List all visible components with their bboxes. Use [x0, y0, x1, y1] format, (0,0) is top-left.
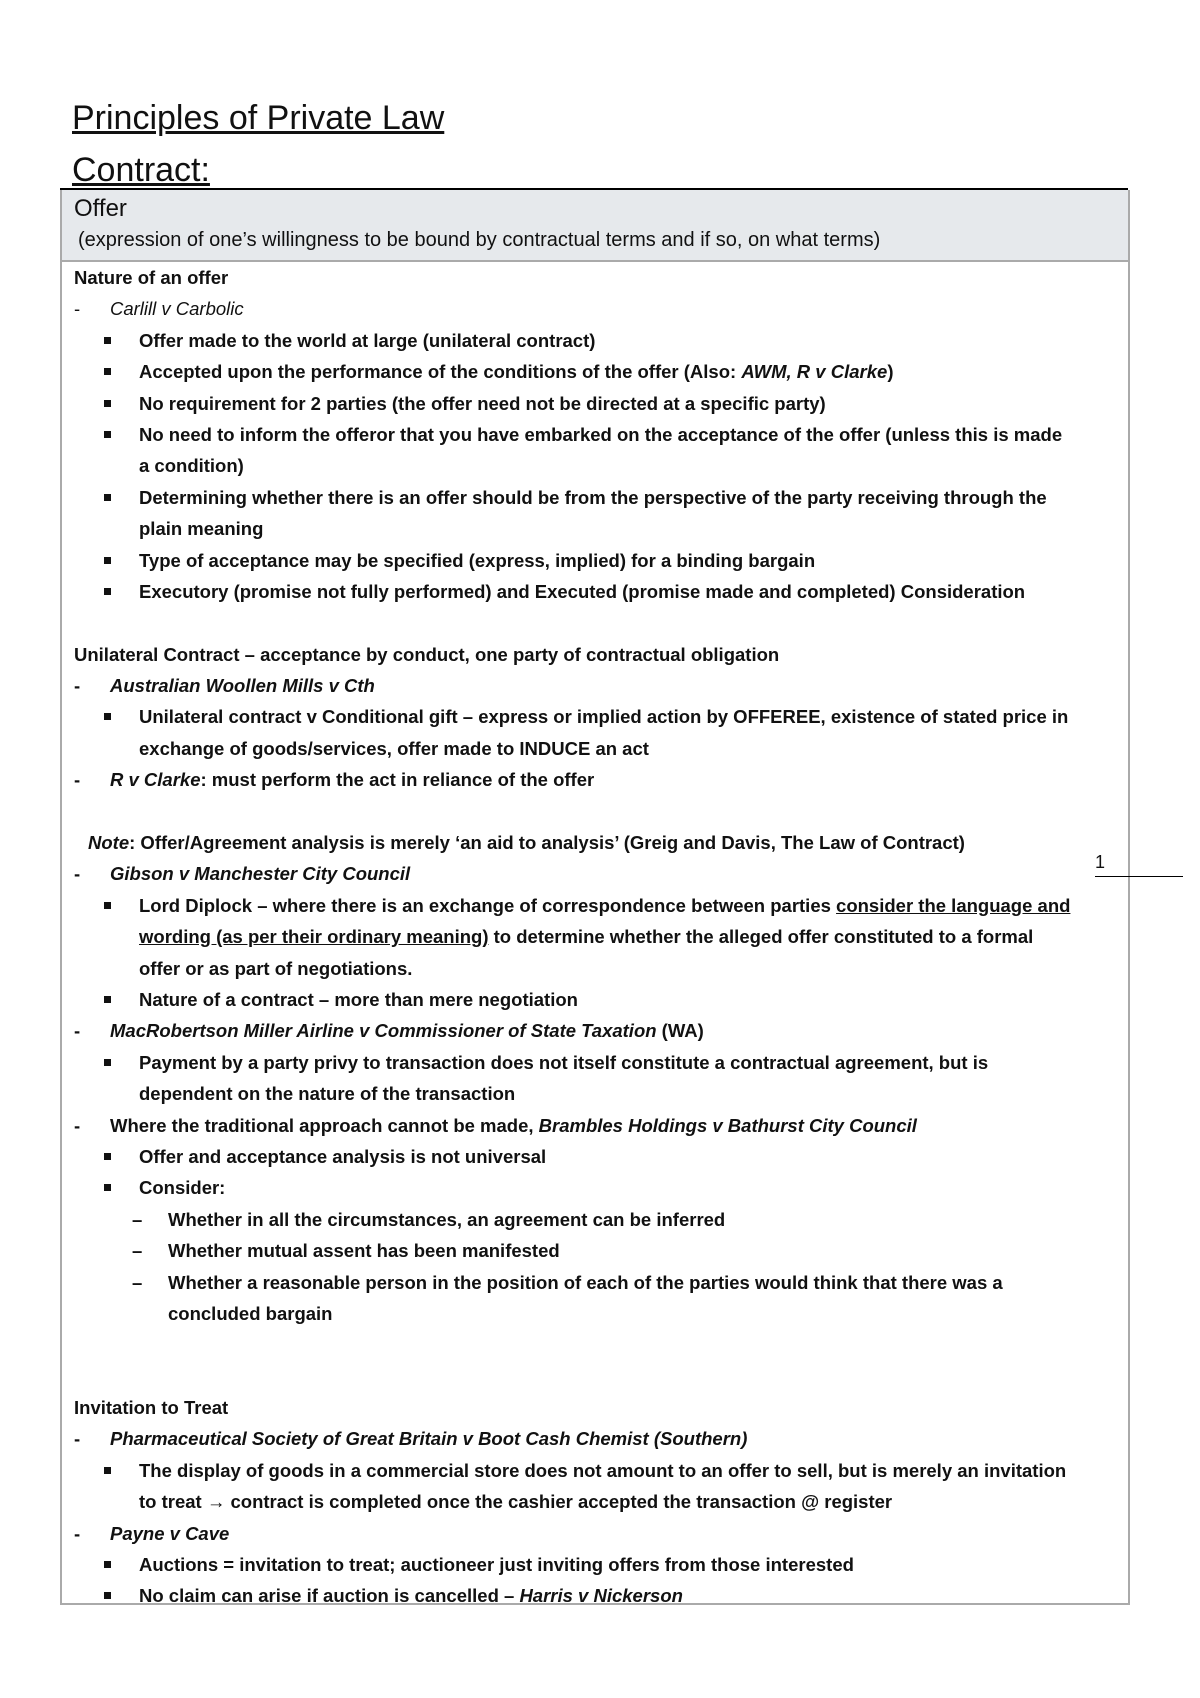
bullet-continuation: [74, 921, 1116, 952]
case-item: [74, 1110, 1116, 1141]
bullet-item: [74, 1580, 1116, 1611]
bullet-item: [74, 576, 1116, 607]
bullet-icon: [104, 557, 111, 564]
bullet-item: [74, 1172, 1116, 1203]
bullet-text: Determining whether there is an offer should be from the perspective of the party receiving through the: [139, 486, 1047, 508]
case-text: (WA): [656, 1020, 704, 1042]
bullet-text: Type of acceptance may be specified (express, implied) for a binding bargain: [139, 549, 816, 571]
bullet-icon: [104, 588, 111, 595]
endash-glyph: –: [132, 1208, 143, 1230]
dash-glyph: -: [74, 1522, 81, 1544]
case-name: Carlill v Carbolic: [110, 298, 244, 320]
bullet-icon: [104, 494, 111, 501]
bullet-continuation: offer or as part of negotiations.: [139, 957, 413, 979]
bullet-icon: [104, 996, 111, 1003]
spacer: [74, 1329, 1116, 1360]
bullet-text: The display of goods in a commercial store does not amount to an offer to sell, but is merely an invitation: [139, 1459, 1067, 1481]
bullet-item: [74, 1047, 1116, 1078]
case-item: [74, 858, 1116, 889]
case-name: Pharmaceutical Society of Great Britain v Boot Cash Chemist (Southern): [110, 1428, 748, 1450]
dash-glyph: -: [74, 675, 81, 697]
case-text: Where the traditional approach cannot be made,: [110, 1114, 539, 1136]
table-body: [62, 262, 1128, 1612]
dash-glyph: -: [74, 298, 81, 320]
bullet-icon: [104, 1467, 111, 1474]
bullet-icon: [104, 1059, 111, 1066]
underlined-text: consider the language and: [836, 894, 1071, 916]
case-name: Payne v Cave: [110, 1522, 230, 1544]
case-name: Gibson v Manchester City Council: [110, 863, 411, 885]
case-item: [74, 670, 1116, 701]
spacer: [74, 607, 1116, 638]
bullet-icon: [104, 1592, 111, 1599]
bullet-text: Nature of a contract – more than mere negotiation: [139, 988, 578, 1010]
case-name: Australian Woollen Mills v Cth: [110, 675, 375, 697]
page-number: 1: [1095, 852, 1106, 872]
bullet-item: [74, 984, 1116, 1015]
note-line: [74, 827, 1116, 858]
bullet-item: [74, 1549, 1116, 1580]
sub-bullet-text: Whether a reasonable person in the position of each of the parties would think that there was a: [168, 1271, 1003, 1293]
dash-glyph: -: [74, 769, 81, 791]
bullet-icon: [104, 1153, 111, 1160]
case-name: MacRobertson Miller Airline v Commissioner of State Taxation: [110, 1020, 657, 1042]
case-name: AWM, R v Clarke: [741, 361, 888, 383]
case-name: Brambles Holdings v Bathurst City Council: [538, 1114, 917, 1136]
bullet-icon: [104, 902, 111, 909]
document-title: Principles of Private Law: [72, 99, 445, 137]
spacer: [74, 1361, 1116, 1392]
bullet-text: Auctions = invitation to treat; auctioneer just inviting offers from those interested: [139, 1554, 854, 1576]
note-label: Note: [88, 832, 130, 854]
case-name: Harris v Nickerson: [519, 1585, 683, 1607]
bullet-icon: [104, 337, 111, 344]
itt-heading: Invitation to Treat: [74, 1397, 229, 1419]
endash-glyph: –: [132, 1240, 143, 1262]
section-heading: Offer: [74, 195, 127, 222]
document-subtitle: Contract:: [72, 151, 210, 189]
bullet-item: [74, 388, 1116, 419]
bullet-item: [74, 325, 1116, 356]
bullet-icon: [104, 368, 111, 375]
bullet-continuation: exchange of goods/services, offer made to INDUCE an act: [139, 737, 649, 759]
spacer: [74, 796, 1116, 827]
arrow-right-icon: →: [206, 1491, 226, 1513]
note-text: : Offer/Agreement analysis is merely ‘an aid to analysis’ (Greig and Davis, The Law of Contract): [129, 832, 965, 854]
bullet-continuation: dependent on the nature of the transaction: [139, 1083, 516, 1105]
dash-glyph: -: [74, 1114, 81, 1136]
unilateral-heading: Unilateral Contract – acceptance by conduct, one party of contractual obligation: [74, 643, 780, 665]
bullet-text: No need to inform the offeror that you have embarked on the acceptance of the offer (unless this is made: [139, 423, 1063, 445]
sub-bullet-continuation: concluded bargain: [168, 1302, 333, 1324]
bullet-text: Offer and acceptance analysis is not universal: [139, 1145, 547, 1167]
bullet-continuation: [74, 1486, 1116, 1517]
offer-table: [60, 190, 1130, 1605]
page-number-rule: [1095, 876, 1183, 877]
case-text: : must perform the act in reliance of the offer: [200, 769, 595, 791]
dash-glyph: -: [74, 1020, 81, 1042]
case-item: [74, 764, 1116, 795]
dash-glyph: -: [74, 1428, 81, 1450]
sub-bullet-item: [74, 1204, 1116, 1235]
bullet-icon: [104, 431, 111, 438]
bullet-icon: [104, 400, 111, 407]
bullet-item: [74, 701, 1116, 732]
bullet-item: [74, 1455, 1116, 1486]
case-item: [74, 293, 1116, 324]
bullet-text: Consider:: [139, 1177, 226, 1199]
table-header: [62, 190, 1128, 262]
bullet-text: Accepted upon the performance of the conditions of the offer (Also:: [139, 361, 742, 383]
bullet-text: to treat: [139, 1491, 207, 1513]
bullet-text: No requirement for 2 parties (the offer need not be directed at a specific party): [139, 392, 826, 414]
bullet-text: Payment by a party privy to transaction does not itself constitute a contractual agreement, but is: [139, 1051, 989, 1073]
bullet-continuation: plain meaning: [139, 518, 264, 540]
bullet-text: Offer made to the world at large (unilateral contract): [139, 329, 596, 351]
section-subheading: (expression of one’s willingness to be bound by contractual terms and if so, on what terms): [78, 229, 881, 251]
bullet-item: [74, 545, 1116, 576]
bullet-continuation: a condition): [139, 455, 244, 477]
case-item: [74, 1518, 1116, 1549]
endash-glyph: –: [132, 1271, 143, 1293]
bullet-text: ): [887, 361, 894, 383]
bullet-icon: [104, 1184, 111, 1191]
sub-bullet-text: Whether in all the circumstances, an agreement can be inferred: [168, 1208, 726, 1230]
sub-bullet-text: Whether mutual assent has been manifested: [168, 1240, 560, 1262]
underlined-text: wording (as per their ordinary meaning): [139, 926, 489, 948]
bullet-text: to determine whether the alleged offer constituted to a formal: [488, 926, 1034, 948]
case-item: [74, 1423, 1116, 1454]
nature-heading: Nature of an offer: [74, 267, 229, 288]
bullet-text: No claim can arise if auction is cancelled –: [139, 1585, 520, 1607]
bullet-item: [74, 890, 1116, 921]
bullet-icon: [104, 713, 111, 720]
case-item: [74, 1015, 1116, 1046]
bullet-text: Executory (promise not fully performed) and Executed (promise made and completed) Consideration: [139, 580, 1026, 602]
dash-glyph: -: [74, 863, 81, 885]
bullet-item: [74, 356, 1116, 387]
bullet-item: [74, 419, 1116, 450]
bullet-text: Lord Diplock – where there is an exchange of correspondence between parties: [139, 894, 837, 916]
bullet-item: [74, 482, 1116, 513]
bullet-item: [74, 1141, 1116, 1172]
bullet-text: contract is completed once the cashier accepted the transaction @ register: [225, 1491, 893, 1513]
sub-bullet-item: [74, 1267, 1116, 1298]
case-name: R v Clarke: [110, 769, 201, 791]
bullet-text: Unilateral contract v Conditional gift – express or implied action by OFFEREE, existence of stated price in: [139, 706, 1069, 728]
bullet-icon: [104, 1561, 111, 1568]
sub-bullet-item: [74, 1235, 1116, 1266]
